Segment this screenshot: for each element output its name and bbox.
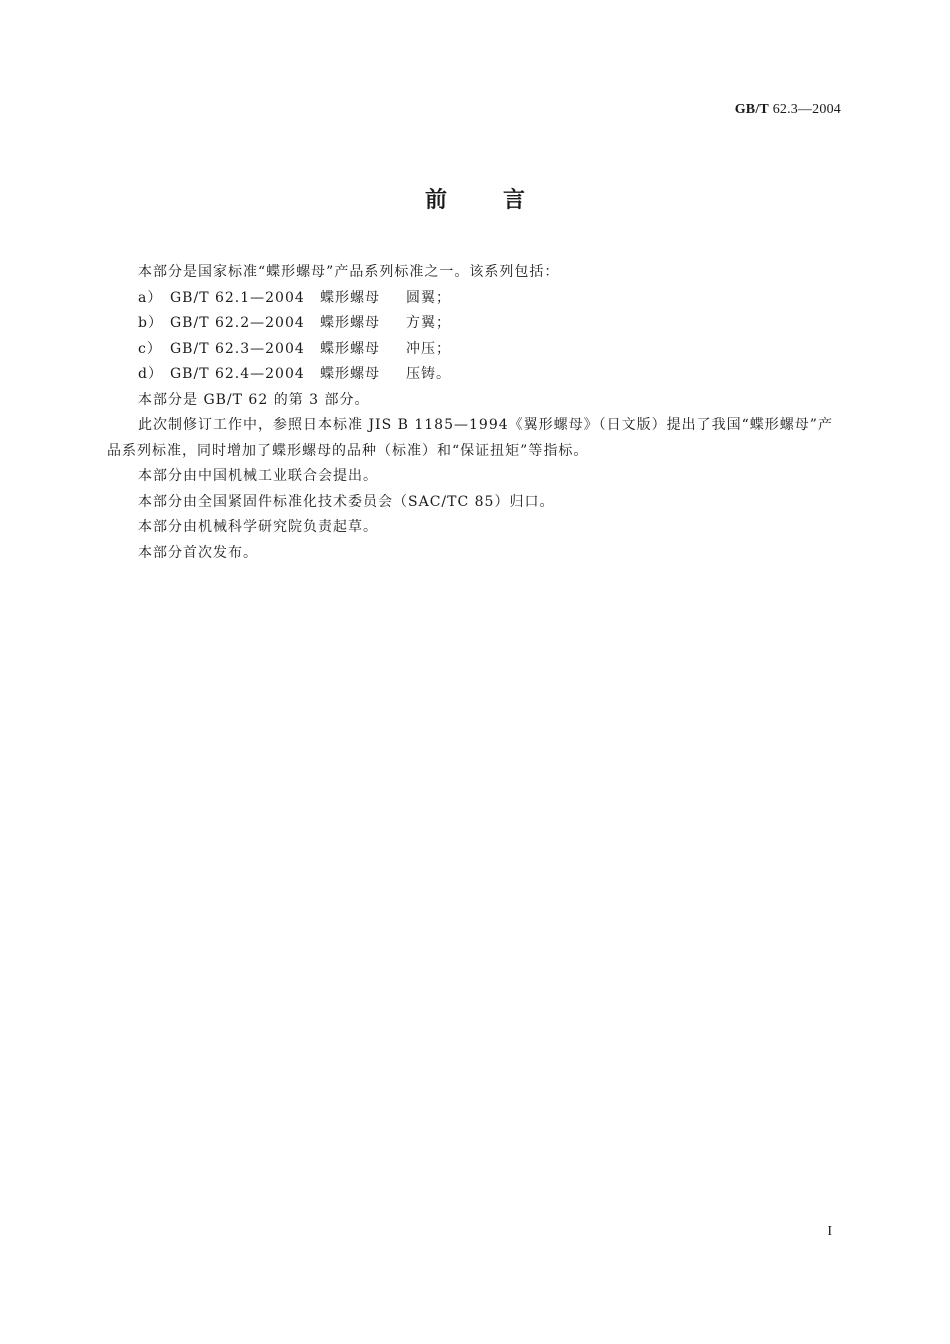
product-variant: 压铸。 bbox=[406, 366, 451, 382]
standard-ref: GB/T 62.4—2004 bbox=[170, 366, 305, 382]
standard-ref: GB/T 62.1—2004 bbox=[170, 289, 305, 306]
page-title: 前言 bbox=[424, 188, 581, 213]
revision-note: 此次制修订工作中，参照日本标准 JIS B 1185—1994《翼形螺母》（日文版）提出了我国“蝶形螺母”产品系列标准，同时增加了蝶形螺母的品种（标准）和“保证扭矩”等指标。 bbox=[107, 417, 833, 459]
standard-prefix: GB/T bbox=[734, 102, 769, 117]
list-item bbox=[107, 286, 847, 312]
list-marker: b） bbox=[138, 315, 163, 331]
committee-statement: 本部分由全国紧固件标准化技术委员会（SAC/TC 85）归口。 bbox=[138, 493, 555, 510]
proposer-statement: 本部分由中国机械工业联合会提出。 bbox=[138, 468, 378, 484]
product-variant: 圆翼； bbox=[406, 289, 451, 306]
standard-code bbox=[735, 102, 841, 118]
list-item bbox=[107, 311, 847, 337]
release-statement: 本部分首次发布。 bbox=[138, 544, 258, 561]
product-name: 蝶形螺母 bbox=[320, 340, 380, 357]
list-marker: c） bbox=[138, 340, 162, 357]
intro-paragraph: 本部分是国家标准“蝶形螺母”产品系列标准之一。该系列包括： bbox=[138, 264, 560, 280]
product-variant: 冲压； bbox=[406, 340, 451, 357]
product-name: 蝶形螺母 bbox=[320, 366, 380, 382]
foreword-body bbox=[107, 260, 847, 566]
product-name: 蝶形螺母 bbox=[320, 289, 380, 306]
page-number: I bbox=[827, 1224, 832, 1239]
product-name: 蝶形螺母 bbox=[320, 315, 380, 331]
drafter-statement: 本部分由机械科学研究院负责起草。 bbox=[138, 519, 378, 535]
part-statement: 本部分是 GB/T 62 的第 3 部分。 bbox=[138, 391, 370, 408]
standard-ref: GB/T 62.3—2004 bbox=[170, 340, 305, 357]
list-item bbox=[107, 362, 847, 388]
standard-ref: GB/T 62.2—2004 bbox=[170, 315, 305, 331]
list-marker: a） bbox=[138, 289, 163, 306]
product-variant: 方翼； bbox=[406, 315, 451, 331]
standard-number: 62.3—2004 bbox=[772, 102, 841, 117]
list-marker: d） bbox=[138, 366, 163, 382]
list-item bbox=[107, 337, 847, 363]
